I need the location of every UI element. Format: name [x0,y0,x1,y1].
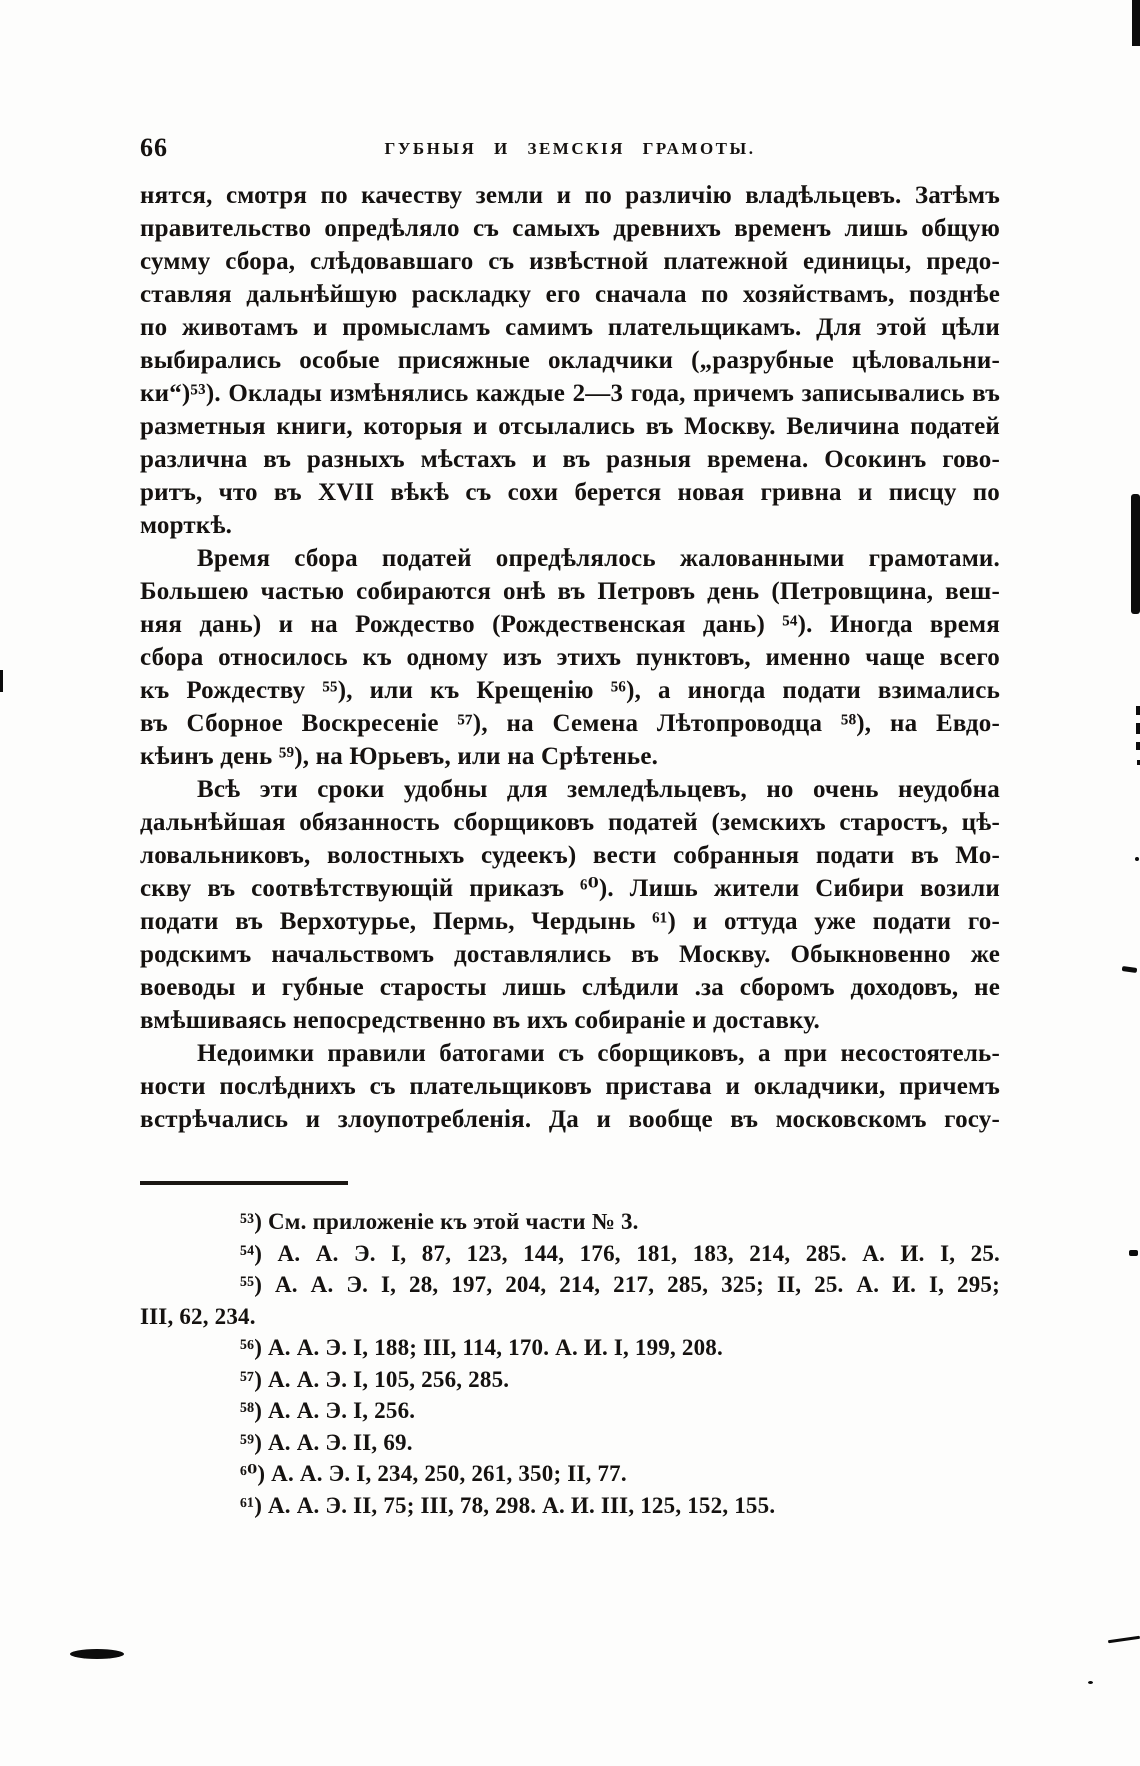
ink-mark [1129,1250,1138,1256]
footnote-line: ⁵⁹) А. А. Э. II, 69. [240,1429,413,1455]
text-line: ности послѣднихъ съ плательщиковъ пристава и окладчики, причемъ [140,1073,1000,1100]
text-line: къ Рождеству ⁵⁵), или къ Крещенію ⁵⁶), а иногда подати взимались [140,677,1000,704]
text-line: Недоимки правили батогами съ сборщиковъ, а при несостоятель- [197,1040,1000,1067]
text-line: разметныя книги, которыя и отсылались въ Москву. Величина податей [140,413,1000,440]
footnote-line: ⁵³) См. приложеніе къ этой части № 3. [240,1209,639,1234]
text-line: встрѣчались и злоупотребленія. Да и вообще въ московскомъ госу- [140,1106,1000,1133]
paragraph [140,1037,1000,1136]
text-line: кѣинъ день ⁵⁹), на Юрьевъ, или на Срѣтенье. [140,743,659,770]
ink-mark [70,1649,124,1659]
text-line: скву въ соотвѣтствующій приказъ ⁶⁰). Лишь жители Сибири возили [140,875,1000,902]
paragraph [140,773,1000,1037]
text-line: различна въ разныхъ мѣстахъ и въ разныя времена. Осокинъ гово- [140,446,1000,473]
ink-mark [1122,966,1138,973]
ink-mark [1108,1636,1140,1643]
text-line: воеводы и губные старосты лишь слѣдили .за сборомъ доходовъ, не [140,974,1000,1001]
footnote-line: III, 62, 234. [140,1303,256,1329]
text-line: въ Сборное Воскресеніе ⁵⁷), на Семена Лѣтопроводца ⁵⁸), на Евдо- [140,710,1000,737]
ink-mark [1088,1681,1093,1684]
ink-mark [0,670,3,692]
paragraph [140,542,1000,773]
text-line: Всѣ эти сроки удобны для земледѣльцевъ, но очень неудобна [197,776,1000,803]
text-line: дальнѣйшая обязанность сборщиковъ податей (земскихъ старостъ, цѣ- [140,809,1000,836]
footnote-line: ⁵⁵) А. А. Э. I, 28, 197, 204, 214, 217, 285, 325; II, 25. А. И. I, 295; [240,1272,1000,1297]
text-line: родскимъ начальствомъ доставлялись въ Москву. Обыкновенно же [140,941,1000,968]
footnote-separator-rule [140,1181,348,1185]
ink-mark [1132,0,1140,46]
text-line: правительство опредѣляло съ самыхъ древнихъ временъ лишь общую [140,215,1000,242]
text-line: сбора относилось къ одному изъ этихъ пунктовъ, именно чаще всего [140,644,1000,671]
text-line: вмѣшиваясь непосредственно въ ихъ собираніе и доставку. [140,1007,820,1034]
ink-mark [1135,857,1139,861]
footnote-line: ⁵⁷) А. А. Э. I, 105, 256, 285. [240,1366,510,1392]
text-line: по животамъ и промысламъ самимъ плательщикамъ. Для этой цѣли [140,314,1000,341]
running-head-row [140,133,1000,166]
text-line: нятся, смотря по качеству земли и по различію владѣльцевъ. Затѣмъ [140,182,1000,209]
text-line: ловальниковъ, волостныхъ судеекъ) вести собранныя подати въ Мо- [140,842,1000,869]
footnote-line: ⁵⁶) А. А. Э. I, 188; III, 114, 170. А. И. I, 199, 208. [240,1335,723,1360]
text-line: морткѣ. [140,512,233,539]
text-line: ритъ, что въ XVII вѣкѣ съ сохи берется новая гривна и писцу по [140,479,1000,506]
text-line: подати въ Верхотурье, Пермь, Чердынь ⁶¹) и оттуда уже подати го- [140,908,1000,935]
text-line: Большею частью собираются онѣ въ Петровъ день (Петровщина, веш- [140,578,1000,605]
paragraph [140,179,1000,542]
ink-mark [1131,494,1140,614]
running-head-title: ГУБНЫЯ И ЗЕМСКІЯ ГРАМОТЫ. [384,139,756,158]
text-line: ки“)⁵³). Оклады измѣнялись каждые 2—3 года, причемъ записывались въ [140,380,1000,407]
text-line: ставляя дальнѣйшую раскладку его сначала по хозяйствамъ, позднѣе [140,281,1000,308]
page-number: 66 [140,133,168,162]
footnote-line: ⁵⁴) А. А. Э. I, 87, 123, 144, 176, 181, 183, 214, 285. А. И. I, 25. [240,1240,1000,1266]
body-text [140,179,1000,1136]
footnote-line: ⁵⁸) А. А. Э. I, 256. [240,1398,416,1423]
footnote-line: ⁶¹) А. А. Э. II, 75; III, 78, 298. А. И. III, 125, 152, 155. [240,1492,776,1518]
text-line: Время сбора податей опредѣлялось жалованными грамотами. [197,545,1000,572]
ink-mark [1136,723,1140,734]
text-line: няя дань) и на Рождество (Рождественская дань) ⁵⁴). Иногда время [140,611,1000,638]
text-line: выбирались особые присяжные окладчики („разрубные цѣловальни- [140,347,1000,374]
footnotes [140,1206,1000,1521]
text-line: сумму сбора, слѣдовавшаго съ извѣстной платежной единицы, предо- [140,248,1000,275]
footnote-line: ⁶⁰) А. А. Э. I, 234, 250, 261, 350; II, 77. [240,1461,627,1486]
ink-mark [1136,706,1140,715]
ink-mark [1136,742,1140,750]
